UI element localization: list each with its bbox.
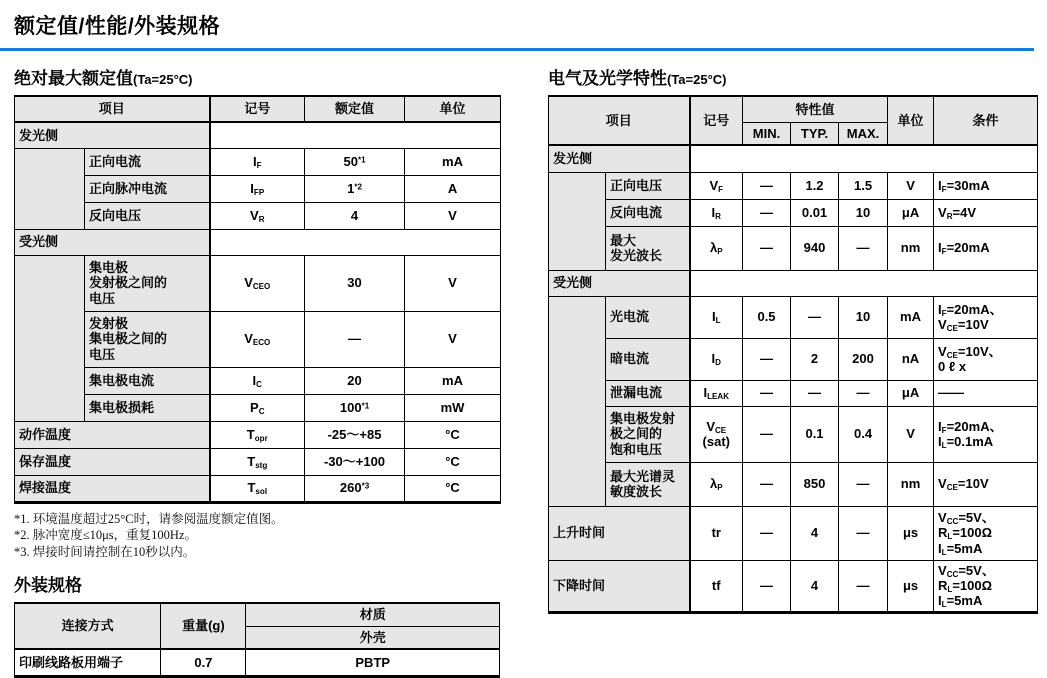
- abs-max-table: [14, 95, 501, 504]
- cell-min: —: [743, 199, 791, 226]
- cell-condition: $V_{CE}=10V$: [934, 462, 1038, 506]
- table-row: [15, 649, 500, 676]
- cell-symbol: $V_{ECO}$: [210, 311, 305, 367]
- cell-max: 200: [839, 338, 888, 380]
- header-symbol: 记号: [690, 96, 743, 145]
- cell-item: 泄漏电流: [606, 380, 690, 406]
- cell-symbol: $T_{sol}$: [210, 475, 305, 502]
- abs-max-header-row: [15, 96, 501, 122]
- table-row: [15, 367, 501, 394]
- footnotes: [14, 511, 500, 562]
- eo-title-suffix: (Ta=25°C): [667, 72, 727, 87]
- cell-item: 集电极电流: [85, 367, 210, 394]
- cell-item: 保存温度: [15, 448, 210, 475]
- footnote-3: *3. 焊接时间请控制在10秒以内。: [14, 545, 196, 560]
- cell-rating: -25～+85: [305, 421, 405, 448]
- header-max: MAX.: [839, 122, 888, 145]
- section-title-package: [14, 571, 500, 596]
- cell-item: 发射极 集电极之间的 电压: [85, 311, 210, 367]
- cell-item: 最大 发光波长: [606, 226, 690, 270]
- cell-symbol: $I_{LEAK}$: [690, 380, 743, 406]
- table-row: [549, 296, 1038, 338]
- cell-unit: μA: [888, 199, 934, 226]
- cell-symbol: $T_{stg}$: [210, 448, 305, 475]
- cell-rating: -30～+100: [305, 448, 405, 475]
- table-row: [549, 199, 1038, 226]
- cell-min: —: [743, 560, 791, 612]
- package-header-row-1: [15, 603, 500, 626]
- header-condition: 条件: [934, 96, 1038, 145]
- group-row-emitter: [549, 145, 1038, 172]
- cell-min: —: [743, 406, 791, 462]
- cell-item: 正向电压: [606, 172, 690, 199]
- group-strip: [549, 172, 606, 270]
- electro-optical-table: [548, 95, 1038, 614]
- header-item: 项目: [15, 96, 210, 122]
- table-row: [549, 172, 1038, 199]
- cell-max: —: [839, 226, 888, 270]
- cell-symbol: $\lambda_P$: [690, 226, 743, 270]
- cell-symbol: $\lambda_P$: [690, 462, 743, 506]
- cell-typ: 4: [791, 560, 839, 612]
- cell-condition: $V_{CC}=5V$、 $R_L=100\Omega$ $I_L=5mA$: [934, 560, 1038, 612]
- cell-unit: nm: [888, 226, 934, 270]
- table-row: [15, 202, 501, 229]
- cell-unit: °C: [405, 475, 501, 502]
- cell-symbol: $I_F$: [210, 148, 305, 175]
- cell-max: 10: [839, 296, 888, 338]
- group-strip: [15, 148, 85, 229]
- cell-typ: —: [791, 296, 839, 338]
- table-row: [15, 148, 501, 175]
- group-empty-cell: [210, 229, 501, 255]
- package-table: [14, 602, 500, 678]
- cell-symbol: $I_{FP}$: [210, 175, 305, 202]
- cell-unit: A: [405, 175, 501, 202]
- cell-condition: $I_F=20mA$: [934, 226, 1038, 270]
- left-column: [14, 64, 500, 678]
- cell-connection: 印刷线路板用端子: [15, 649, 161, 676]
- cell-symbol: $V_{CEO}$: [210, 255, 305, 311]
- cell-symbol: $I_C$: [210, 367, 305, 394]
- cell-item: 上升时间: [549, 506, 690, 560]
- group-label: 受光侧: [549, 270, 690, 296]
- cell-item: 反向电压: [85, 202, 210, 229]
- cell-item: 集电极损耗: [85, 394, 210, 421]
- table-row: [15, 394, 501, 421]
- cell-symbol: $I_R$: [690, 199, 743, 226]
- footnote-1: *1. 环境温度超过25°C时，请参阅温度额定值图。: [14, 511, 284, 526]
- header-rating: 额定值: [305, 96, 405, 122]
- cell-unit: nm: [888, 462, 934, 506]
- right-column: [548, 64, 1037, 614]
- cell-unit: V: [888, 172, 934, 199]
- cell-unit: °C: [405, 448, 501, 475]
- cell-min: —: [743, 226, 791, 270]
- abs-max-title-suffix: (Ta=25°C): [133, 72, 193, 87]
- cell-typ: —: [791, 380, 839, 406]
- cell-unit: °C: [405, 421, 501, 448]
- cell-unit: μA: [888, 380, 934, 406]
- cell-unit: mA: [405, 148, 501, 175]
- cell-unit: μs: [888, 560, 934, 612]
- eo-title-text: 电气及光学特性: [548, 69, 667, 88]
- cell-item: 暗电流: [606, 338, 690, 380]
- cell-item: 集电极发射 极之间的 饱和电压: [606, 406, 690, 462]
- group-empty-cell: [690, 145, 1038, 172]
- cell-symbol: $T_{opr}$: [210, 421, 305, 448]
- cell-condition: $I_F=20mA$、 $V_{CE}=10V$: [934, 296, 1038, 338]
- cell-symbol: tf: [690, 560, 743, 612]
- header-unit: 单位: [405, 96, 501, 122]
- cell-max: —: [839, 506, 888, 560]
- table-row: [549, 380, 1038, 406]
- title-rule: [0, 48, 1034, 51]
- header-characteristic: 特性值: [743, 96, 888, 122]
- table-row: [549, 338, 1038, 380]
- table-row: [549, 462, 1038, 506]
- cell-rating: 30: [305, 255, 405, 311]
- cell-item: 光电流: [606, 296, 690, 338]
- table-row: [15, 448, 501, 475]
- cell-min: —: [743, 338, 791, 380]
- cell-max: —: [839, 462, 888, 506]
- cell-item: 正向电流: [85, 148, 210, 175]
- cell-item: 反向电流: [606, 199, 690, 226]
- group-strip: [15, 255, 85, 421]
- cell-unit: V: [405, 255, 501, 311]
- page-title: 额定值/性能/外装规格: [14, 15, 221, 38]
- cell-rating: 20: [305, 367, 405, 394]
- cell-item: 最大光谱灵 敏度波长: [606, 462, 690, 506]
- abs-max-title-text: 绝对最大额定值: [14, 69, 133, 88]
- header-connection: 连接方式: [15, 603, 161, 649]
- cell-max: 10: [839, 199, 888, 226]
- header-item: 项目: [549, 96, 690, 145]
- group-row-detector: [549, 270, 1038, 296]
- cell-typ: 940: [791, 226, 839, 270]
- header-typ: TYP.: [791, 122, 839, 145]
- cell-symbol: $V_F$: [690, 172, 743, 199]
- group-row-detector: [15, 229, 501, 255]
- cell-rating: 50$^{*1}$: [305, 148, 405, 175]
- cell-unit: μs: [888, 506, 934, 560]
- cell-typ: 0.01: [791, 199, 839, 226]
- group-row-emitter: [15, 122, 501, 148]
- header-unit: 单位: [888, 96, 934, 145]
- cell-symbol: $V_R$: [210, 202, 305, 229]
- cell-unit: nA: [888, 338, 934, 380]
- cell-condition: $I_F=30mA$: [934, 172, 1038, 199]
- cell-typ: 1.2: [791, 172, 839, 199]
- cell-case: PBTP: [246, 649, 500, 676]
- cell-min: 0.5: [743, 296, 791, 338]
- cell-condition: ——: [934, 380, 1038, 406]
- cell-typ: 850: [791, 462, 839, 506]
- table-row: [15, 421, 501, 448]
- cell-item: 正向脉冲电流: [85, 175, 210, 202]
- section-title-abs-max: [14, 64, 500, 89]
- cell-max: —: [839, 380, 888, 406]
- cell-min: —: [743, 380, 791, 406]
- cell-min: —: [743, 462, 791, 506]
- cell-weight: 0.7: [161, 649, 246, 676]
- cell-symbol: $I_D$: [690, 338, 743, 380]
- cell-unit: V: [888, 406, 934, 462]
- header-case: 外壳: [246, 626, 500, 649]
- cell-item: 集电极 发射极之间的 电压: [85, 255, 210, 311]
- table-row: [15, 255, 501, 311]
- cell-unit: mA: [405, 367, 501, 394]
- cell-min: —: [743, 506, 791, 560]
- cell-typ: 0.1: [791, 406, 839, 462]
- cell-unit: mW: [405, 394, 501, 421]
- cell-item: 动作温度: [15, 421, 210, 448]
- cell-condition: $V_{CE}=10V$、 0 ℓ x: [934, 338, 1038, 380]
- header-weight: 重量(g): [161, 603, 246, 649]
- table-row: [549, 506, 1038, 560]
- cell-max: 1.5: [839, 172, 888, 199]
- group-empty-cell: [210, 122, 501, 148]
- cell-unit: mA: [888, 296, 934, 338]
- footnote-2: *2. 脉冲宽度≤10μs，重复100Hz。: [14, 528, 198, 543]
- cell-condition: $V_R=4V$: [934, 199, 1038, 226]
- cell-typ: 4: [791, 506, 839, 560]
- group-label: 受光侧: [15, 229, 210, 255]
- cell-symbol: $I_L$: [690, 296, 743, 338]
- group-empty-cell: [690, 270, 1038, 296]
- cell-rating: —: [305, 311, 405, 367]
- group-strip: [549, 296, 606, 506]
- cell-symbol: tr: [690, 506, 743, 560]
- package-title-text: 外装规格: [14, 576, 82, 596]
- group-label: 发光侧: [549, 145, 690, 172]
- header-min: MIN.: [743, 122, 791, 145]
- table-row: [549, 226, 1038, 270]
- content-columns: [14, 64, 1037, 678]
- cell-unit: V: [405, 202, 501, 229]
- table-row: [15, 311, 501, 367]
- cell-condition: $V_{CC}=5V$、 $R_L=100\Omega$ $I_L=5mA$: [934, 506, 1038, 560]
- cell-unit: V: [405, 311, 501, 367]
- cell-max: —: [839, 560, 888, 612]
- table-row: [549, 560, 1038, 612]
- cell-min: —: [743, 172, 791, 199]
- cell-condition: $I_F=20mA$、 $I_L=0.1mA$: [934, 406, 1038, 462]
- cell-rating: 260$^{*3}$: [305, 475, 405, 502]
- cell-rating: 100$^{*1}$: [305, 394, 405, 421]
- header-material: 材质: [246, 603, 500, 626]
- cell-item: 下降时间: [549, 560, 690, 612]
- table-row: [15, 475, 501, 502]
- table-row: [549, 406, 1038, 462]
- cell-item: 焊接温度: [15, 475, 210, 502]
- section-title-electro-optical: [548, 64, 1037, 89]
- cell-rating: 4: [305, 202, 405, 229]
- cell-typ: 2: [791, 338, 839, 380]
- cell-symbol: $V_{CE}$ (sat): [690, 406, 743, 462]
- header-symbol: 记号: [210, 96, 305, 122]
- group-label: 发光侧: [15, 122, 210, 148]
- eo-header-row-1: [549, 96, 1038, 122]
- cell-symbol: $P_C$: [210, 394, 305, 421]
- table-row: [15, 175, 501, 202]
- cell-max: 0.4: [839, 406, 888, 462]
- cell-rating: 1$^{*2}$: [305, 175, 405, 202]
